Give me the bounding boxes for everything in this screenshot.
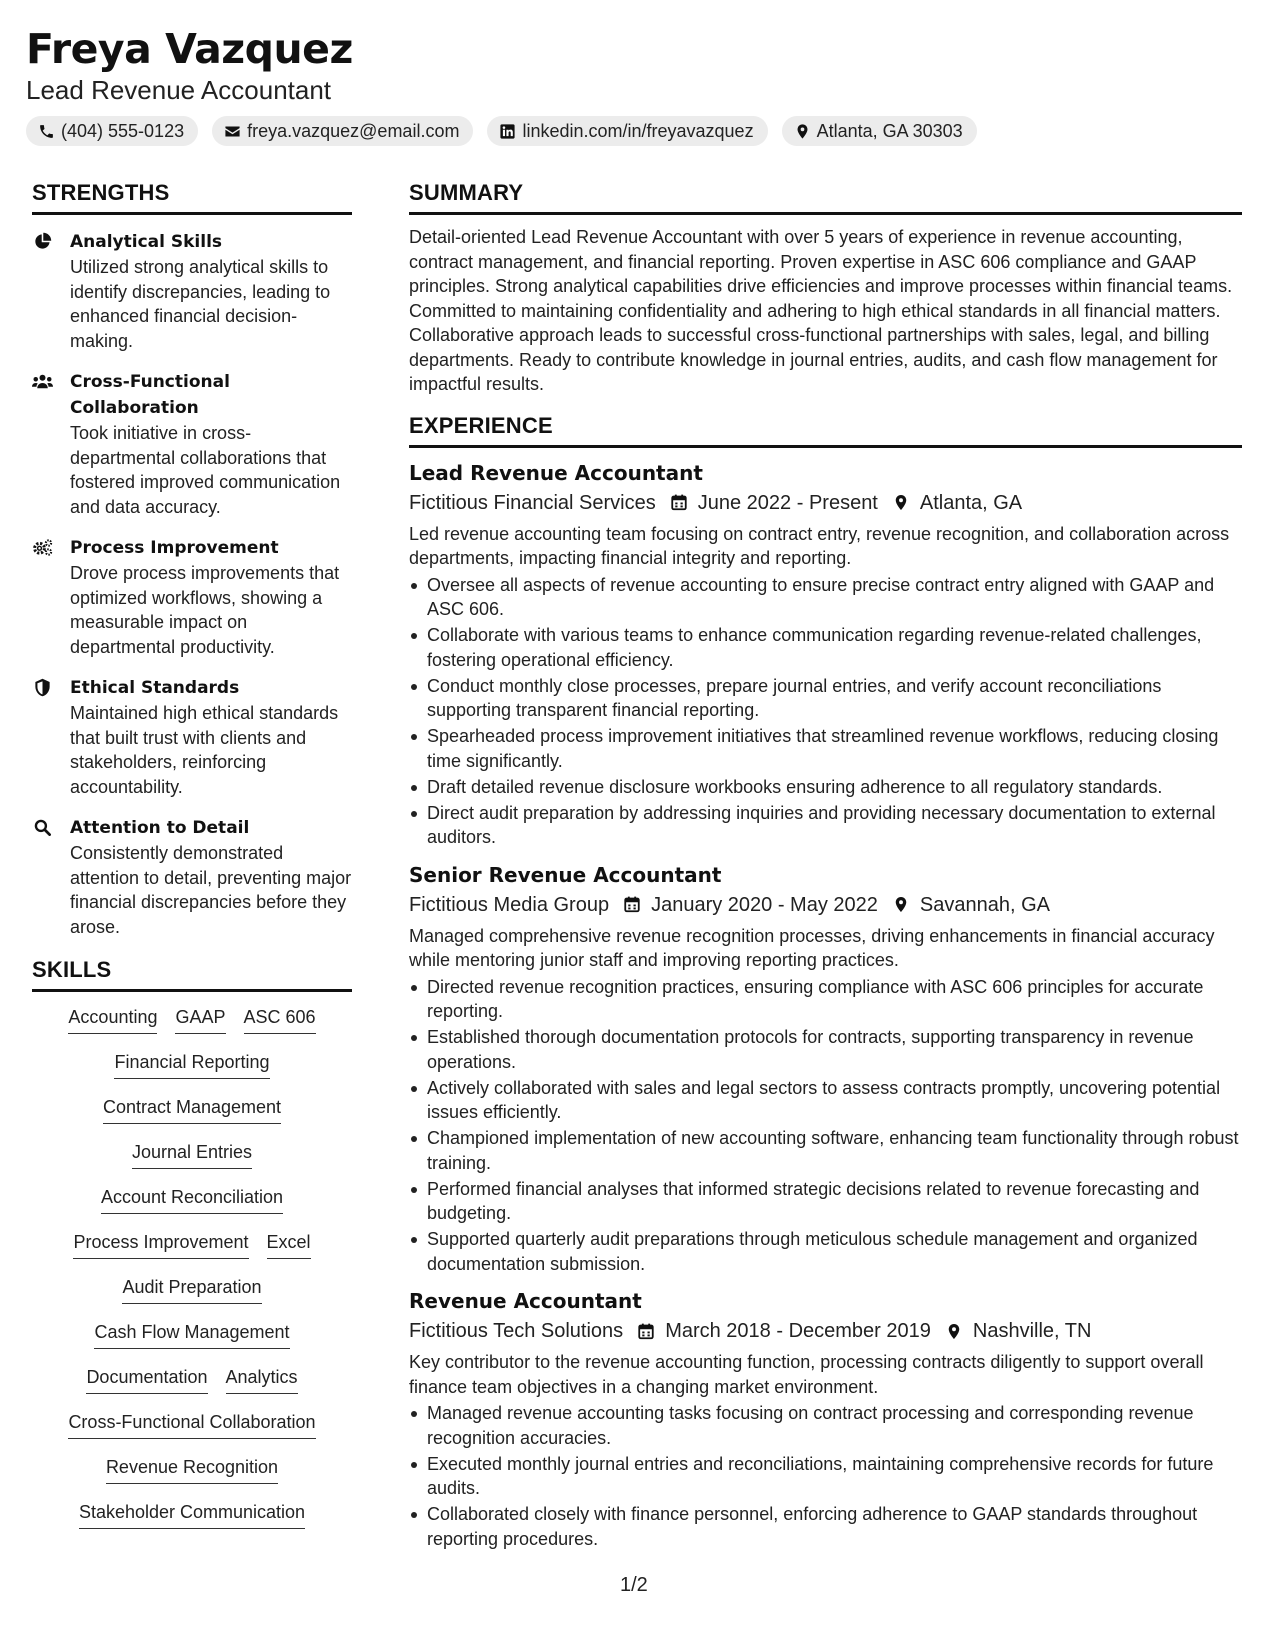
bullet-item: Collaborate with various teams to enhance communication regarding revenue-related challenges, fostering operational efficiency. — [409, 623, 1242, 672]
strengths-heading: STRENGTHS — [32, 178, 352, 215]
job-company: Fictitious Media Group — [409, 893, 610, 916]
job-title: Lead Revenue Accountant — [409, 460, 703, 485]
skill-row — [32, 1454, 352, 1499]
bullet-item: Actively collaborated with sales and legal sectors to assess contracts promptly, uncovering potential issues efficiently. — [409, 1076, 1242, 1125]
bullet-item: Championed implementation of new accounting software, enhancing team functionality through robust training. — [409, 1126, 1242, 1175]
strength-desc: Drove process improvements that optimized workflows, showing a measurable impact on departmental productivity. — [70, 563, 340, 657]
strength-title: Process Improvement — [70, 538, 279, 558]
candidate-role: Lead Revenue Accountant — [26, 75, 332, 105]
strength-title: Cross-Functional Collaboration — [70, 372, 230, 418]
bullet-item: Performed financial analyses that informed strategic decisions related to revenue forecasting and budgeting. — [409, 1177, 1242, 1226]
skills-list — [32, 1004, 352, 1544]
job-meta — [409, 488, 1242, 518]
job-bullets — [409, 573, 1242, 850]
contact-phone[interactable] — [26, 116, 198, 146]
envelope-icon — [224, 123, 241, 140]
linkedin-icon — [499, 123, 516, 140]
strength-title: Attention to Detail — [70, 818, 250, 838]
resume-header — [26, 24, 1246, 146]
bullet-item: Draft detailed revenue disclosure workbooks ensuring adherence to all regulatory standards. — [409, 775, 1242, 800]
job-dates: June 2022 - Present — [697, 491, 878, 514]
left-column — [32, 178, 352, 1544]
contact-location-text: Atlanta, GA 30303 — [816, 120, 963, 141]
skill-row — [32, 1229, 352, 1274]
summary-heading: SUMMARY — [409, 178, 1242, 215]
experience-heading: EXPERIENCE — [409, 411, 1242, 448]
strength-item — [32, 815, 352, 939]
contact-phone-text: (404) 555-0123 — [61, 120, 185, 141]
skill-row — [32, 1004, 352, 1049]
skill-tag: Accounting — [68, 1004, 157, 1034]
skill-tag: Process Improvement — [73, 1229, 248, 1259]
shield-icon — [32, 678, 53, 697]
strength-item — [32, 535, 352, 659]
skill-row — [32, 1184, 352, 1229]
bullet-item: Conduct monthly close processes, prepare journal entries, and verify account reconciliations supporting transparent financial reporting. — [409, 674, 1242, 723]
job-entry — [409, 458, 1242, 850]
job-location: Atlanta, GA — [919, 491, 1023, 514]
job-bullets — [409, 975, 1242, 1277]
contact-bar — [26, 116, 1246, 146]
map-pin-icon — [892, 493, 910, 512]
skill-tag: Documentation — [86, 1364, 207, 1394]
skill-row — [32, 1409, 352, 1454]
skill-row — [32, 1319, 352, 1364]
bullet-item: Direct audit preparation by addressing inquiries and providing necessary documentation to external auditors. — [409, 801, 1242, 850]
gears-icon — [32, 538, 53, 557]
skill-tag: Revenue Recognition — [106, 1454, 278, 1484]
skills-heading: SKILLS — [32, 955, 352, 992]
skill-row — [32, 1499, 352, 1544]
job-entry — [409, 860, 1242, 1277]
bullet-item: Supported quarterly audit preparations through meticulous schedule management and organized documentation submission. — [409, 1227, 1242, 1276]
pie-chart-icon — [32, 232, 53, 251]
map-pin-icon — [945, 1322, 963, 1341]
skill-tag: Journal Entries — [132, 1139, 252, 1169]
skill-row — [32, 1274, 352, 1319]
job-company: Fictitious Tech Solutions — [409, 1320, 624, 1342]
job-dates: March 2018 - December 2019 — [665, 1320, 931, 1342]
map-pin-icon — [794, 123, 811, 140]
skill-tag: GAAP — [175, 1004, 225, 1034]
contact-linkedin[interactable] — [487, 116, 767, 146]
skill-tag: Financial Reporting — [114, 1049, 269, 1079]
skills-section — [32, 955, 352, 1544]
skill-tag: ASC 606 — [244, 1004, 316, 1034]
strength-desc: Consistently demonstrated attention to detail, preventing major financial discrepancies before they arose. — [70, 843, 352, 937]
calendar-icon — [623, 895, 641, 914]
bullet-item: Oversee all aspects of revenue accounting to ensure precise contract entry aligned with GAAP and ASC 606. — [409, 573, 1242, 622]
job-dates: January 2020 - May 2022 — [651, 893, 878, 916]
skill-row — [32, 1094, 352, 1139]
contact-location — [782, 116, 977, 146]
skill-row — [32, 1364, 352, 1409]
bullet-item: Executed monthly journal entries and reconciliations, maintaining comprehensive records for future audits. — [409, 1452, 1242, 1501]
strength-desc: Maintained high ethical standards that built trust with clients and stakeholders, reinforcing accountability. — [70, 703, 339, 797]
job-title: Senior Revenue Accountant — [409, 862, 722, 887]
strength-desc: Took initiative in cross-departmental collaborations that fostered improved communication and data accuracy. — [70, 423, 341, 517]
bullet-item: Collaborated closely with finance personnel, enforcing adherence to GAAP standards throughout reporting procedures. — [409, 1502, 1242, 1551]
right-column — [409, 178, 1242, 1553]
strength-title: Analytical Skills — [70, 232, 223, 252]
strength-item — [32, 369, 352, 519]
skill-tag: Stakeholder Communication — [79, 1499, 305, 1529]
skill-tag: Analytics — [226, 1364, 298, 1394]
job-description: Led revenue accounting team focusing on contract entry, revenue recognition, and collaboration across departments, impacting financial integrity and reporting. — [409, 523, 1230, 568]
skill-row — [32, 1139, 352, 1184]
summary-text: Detail-oriented Lead Revenue Accountant with over 5 years of experience in revenue accounting, contract management, and financial reporting. Proven expertise in ASC 606 compliance and GAAP principles. Strong analytical capabilities drive efficiencies and improve processes within financial teams. Committed to maintaining confidentiality and adhering to high ethical standards in all financial matters. Collaborative approach leads to successful cross-functional partnerships with sales, legal, and billing departments. Ready to contribute knowledge in journal entries, audits, and cash flow management for impactful results. — [409, 227, 1233, 394]
skill-tag: Cash Flow Management — [94, 1319, 289, 1349]
job-meta — [409, 1316, 1242, 1346]
skill-row — [32, 1049, 352, 1094]
experience-section — [409, 411, 1242, 1552]
calendar-icon — [670, 493, 688, 512]
bullet-item: Established thorough documentation protocols for contracts, supporting transparency in revenue operations. — [409, 1025, 1242, 1074]
job-location: Savannah, GA — [919, 893, 1050, 916]
bullet-item: Spearheaded process improvement initiatives that streamlined revenue workflows, reducing closing time significantly. — [409, 724, 1242, 773]
strength-title: Ethical Standards — [70, 678, 240, 698]
job-description: Managed comprehensive revenue recognition processes, driving enhancements in financial accuracy while mentoring junior staff and improving reporting practices. — [409, 925, 1215, 970]
job-location: Nashville, TN — [972, 1320, 1092, 1342]
skill-tag: Contract Management — [103, 1094, 281, 1124]
job-company: Fictitious Financial Services — [409, 491, 656, 514]
job-entry — [409, 1286, 1242, 1551]
contact-linkedin-text: linkedin.com/in/freyavazquez — [522, 120, 754, 141]
job-title: Revenue Accountant — [409, 1289, 642, 1313]
strength-item — [32, 675, 352, 799]
job-description: Key contributor to the revenue accounting function, processing contracts diligently to support overall finance team objectives in a changing market environment. — [409, 1352, 1204, 1397]
candidate-name: Freya Vazquez — [26, 25, 353, 73]
job-meta — [409, 890, 1242, 920]
job-bullets — [409, 1401, 1242, 1551]
contact-email-text: freya.vazquez@email.com — [247, 120, 460, 141]
skill-tag: Audit Preparation — [122, 1274, 261, 1304]
phone-icon — [38, 123, 55, 140]
calendar-icon — [637, 1322, 655, 1341]
skill-tag: Cross-Functional Collaboration — [68, 1409, 315, 1439]
bullet-item: Managed revenue accounting tasks focusing on contract processing and corresponding revenue recognition accuracies. — [409, 1401, 1242, 1450]
strength-item — [32, 229, 352, 353]
skill-tag: Excel — [267, 1229, 311, 1259]
strengths-list — [32, 229, 352, 939]
bullet-item: Directed revenue recognition practices, ensuring compliance with ASC 606 principles for accurate reporting. — [409, 975, 1242, 1024]
map-pin-icon — [892, 895, 910, 914]
skill-tag: Account Reconciliation — [101, 1184, 283, 1214]
search-icon — [32, 818, 53, 837]
users-icon — [32, 372, 53, 391]
contact-email[interactable] — [212, 116, 473, 146]
page-number: 1/2 — [620, 1574, 648, 1596]
strength-desc: Utilized strong analytical skills to identify discrepancies, leading to enhanced financial decision-making. — [70, 257, 331, 351]
